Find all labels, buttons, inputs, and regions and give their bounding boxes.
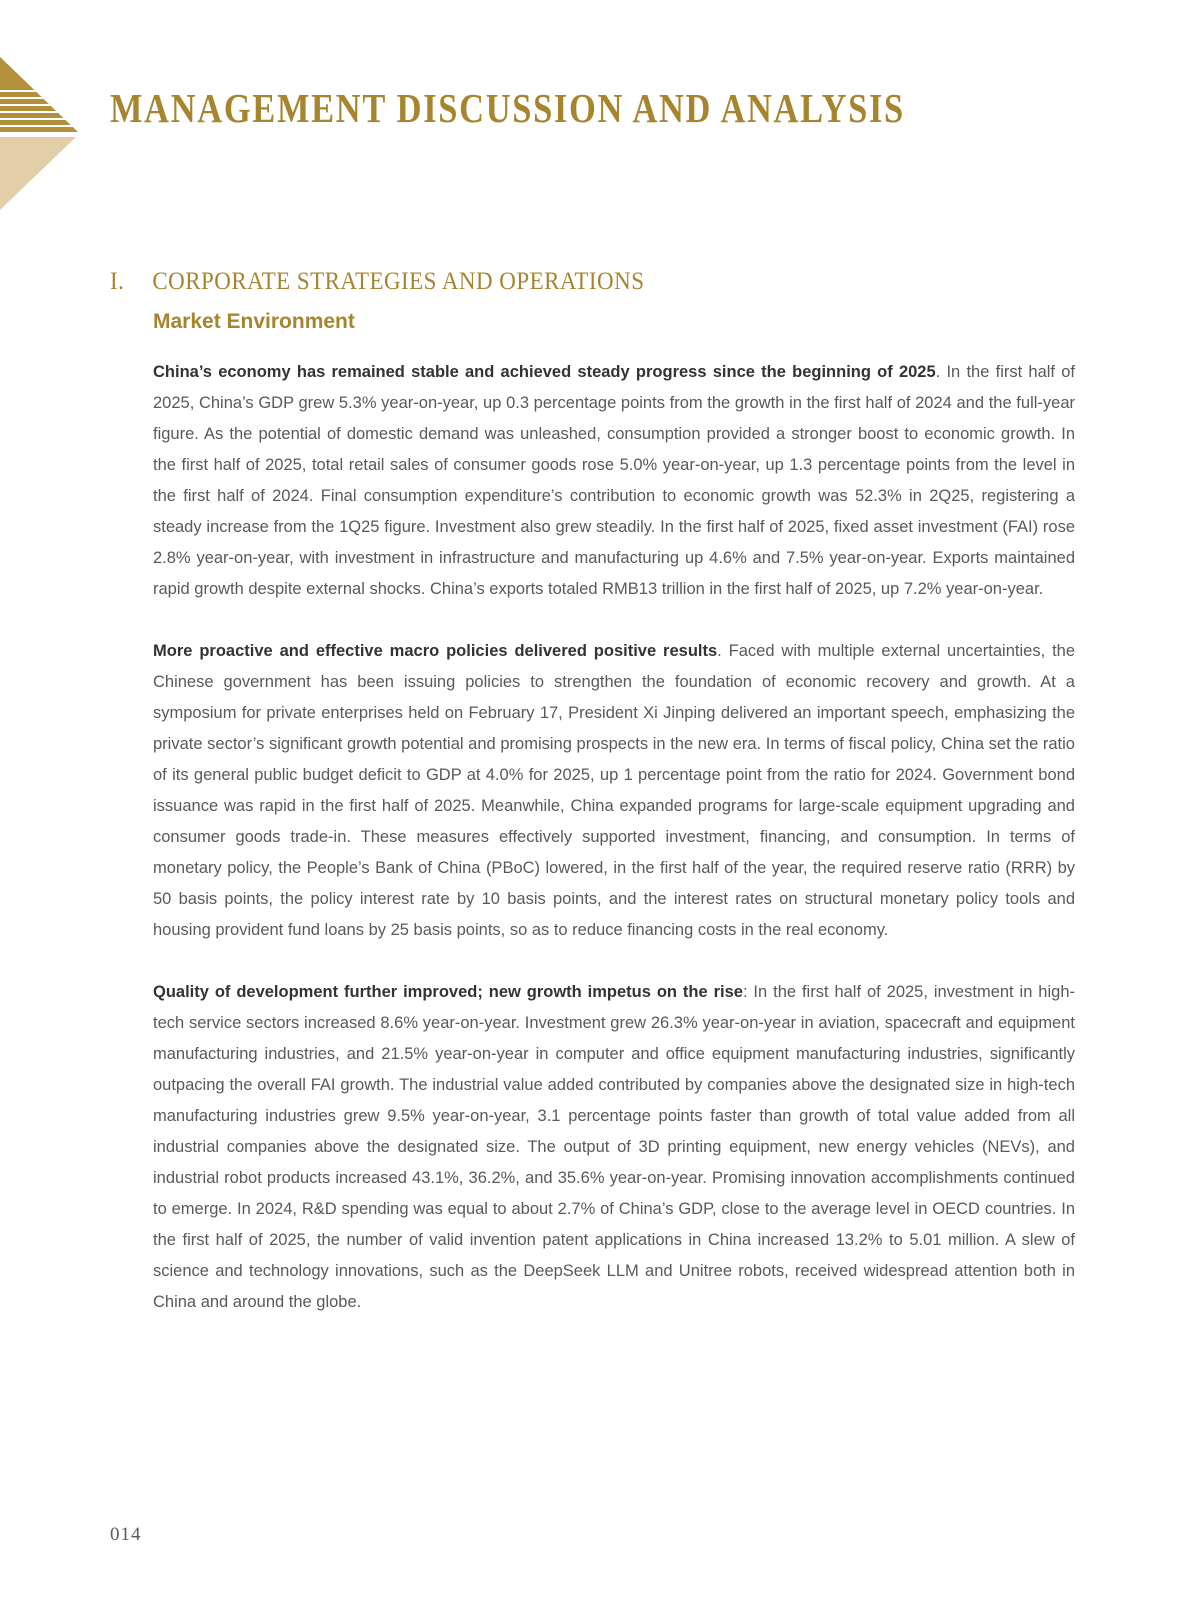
paragraph-body: : In the first half of 2025, investment in high-tech service sectors increased 8.6% year-on-year. Investment grew 26.3% year-on-year in aviation, spacecraft and equipment manufacturing industries, and 21.5% year-on-year in computer and office equipment manufacturing industries, significantly outpacing the overall FAI growth. The industrial value added contributed by companies above the designated size in high-tech manufacturing industries grew 9.5% year-on-year, 3.1 percentage points faster than growth of total value added from all industrial companies above the designated size. The output of 3D printing equipment, new energy vehicles (NEVs), and industrial robot products increased 43.1%, 36.2%, and 35.6% year-on-year. Promising innovation accomplishments continued to emerge. In 2024, R&D spending was equal to about 2.7% of China’s GDP, close to the average level in OECD countries. In the first half of 2025, the number of valid invention patent applications in China increased 13.2% to 5.01 million. A slew of science and technology innovations, such as the DeepSeek LLM and Unitree robots, received widespread attention both in China and around the globe. [153, 983, 1075, 1311]
paragraph-lead: More proactive and effective macro policies delivered positive results [153, 642, 718, 660]
section-title: CORPORATE STRATEGIES AND OPERATIONS [152, 268, 645, 295]
body-text [153, 357, 1075, 1349]
paragraph [153, 636, 1075, 946]
paragraph-body: . Faced with multiple external uncertainties, the Chinese government has been issuing policies to strengthen the foundation of economic recovery and growth. At a symposium for private enterprises held on February 17, President Xi Jinping delivered an important speech, emphasizing the private sector’s significant growth potential and promising prospects in the new era. In terms of fiscal policy, China set the ratio of its general public budget deficit to GDP at 4.0% for 2025, up 1 percentage point from the ratio for 2024. Government bond issuance was rapid in the first half of 2025. Meanwhile, China expanded programs for large-scale equipment upgrading and consumer goods trade-in. These measures effectively supported investment, financing, and consumption. In terms of monetary policy, the People’s Bank of China (PBoC) lowered, in the first half of the year, the required reserve ratio (RRR) by 50 basis points, the policy interest rate by 10 basis points, and the interest rates on structural monetary policy tools and housing provident fund loans by 25 basis points, so as to reduce financing costs in the real economy. [153, 642, 1076, 939]
paragraph-body: . In the first half of 2025, China’s GDP grew 5.3% year-on-year, up 0.3 percentage points from the growth in the first half of 2024 and the full-year figure. As the potential of domestic demand was unleashed, consumption provided a stronger boost to economic growth. In the first half of 2025, total retail sales of consumer goods rose 5.0% year-on-year, up 1.3 percentage points from the level in the first half of 2024. Final consumption expenditure’s contribution to economic growth was 52.3% in 2Q25, registering a steady increase from the 1Q25 figure. Investment also grew steadily. In the first half of 2025, fixed asset investment (FAI) rose 2.8% year-on-year, with investment in infrastructure and manufacturing up 4.6% and 7.5% year-on-year. Exports maintained rapid growth despite external shocks. China’s exports totaled RMB13 trillion in the first half of 2025, up 7.2% year-on-year. [153, 363, 1075, 598]
section-number: I. [110, 268, 125, 295]
page-title: MANAGEMENT DISCUSSION AND ANALYSIS [110, 85, 905, 131]
corner-decoration-striped-triangle [0, 57, 79, 133]
paragraph-lead: Quality of development further improved; new growth impetus on the rise [153, 983, 743, 1001]
subsection-heading: Market Environment [153, 310, 355, 333]
page-number: 014 [110, 1524, 142, 1545]
paragraph [153, 977, 1075, 1318]
corner-decoration-tan-triangle [0, 137, 76, 210]
section-heading [110, 268, 644, 296]
paragraph [153, 357, 1075, 605]
paragraph-lead: China’s economy has remained stable and achieved steady progress since the beginning of 2025 [153, 363, 936, 381]
